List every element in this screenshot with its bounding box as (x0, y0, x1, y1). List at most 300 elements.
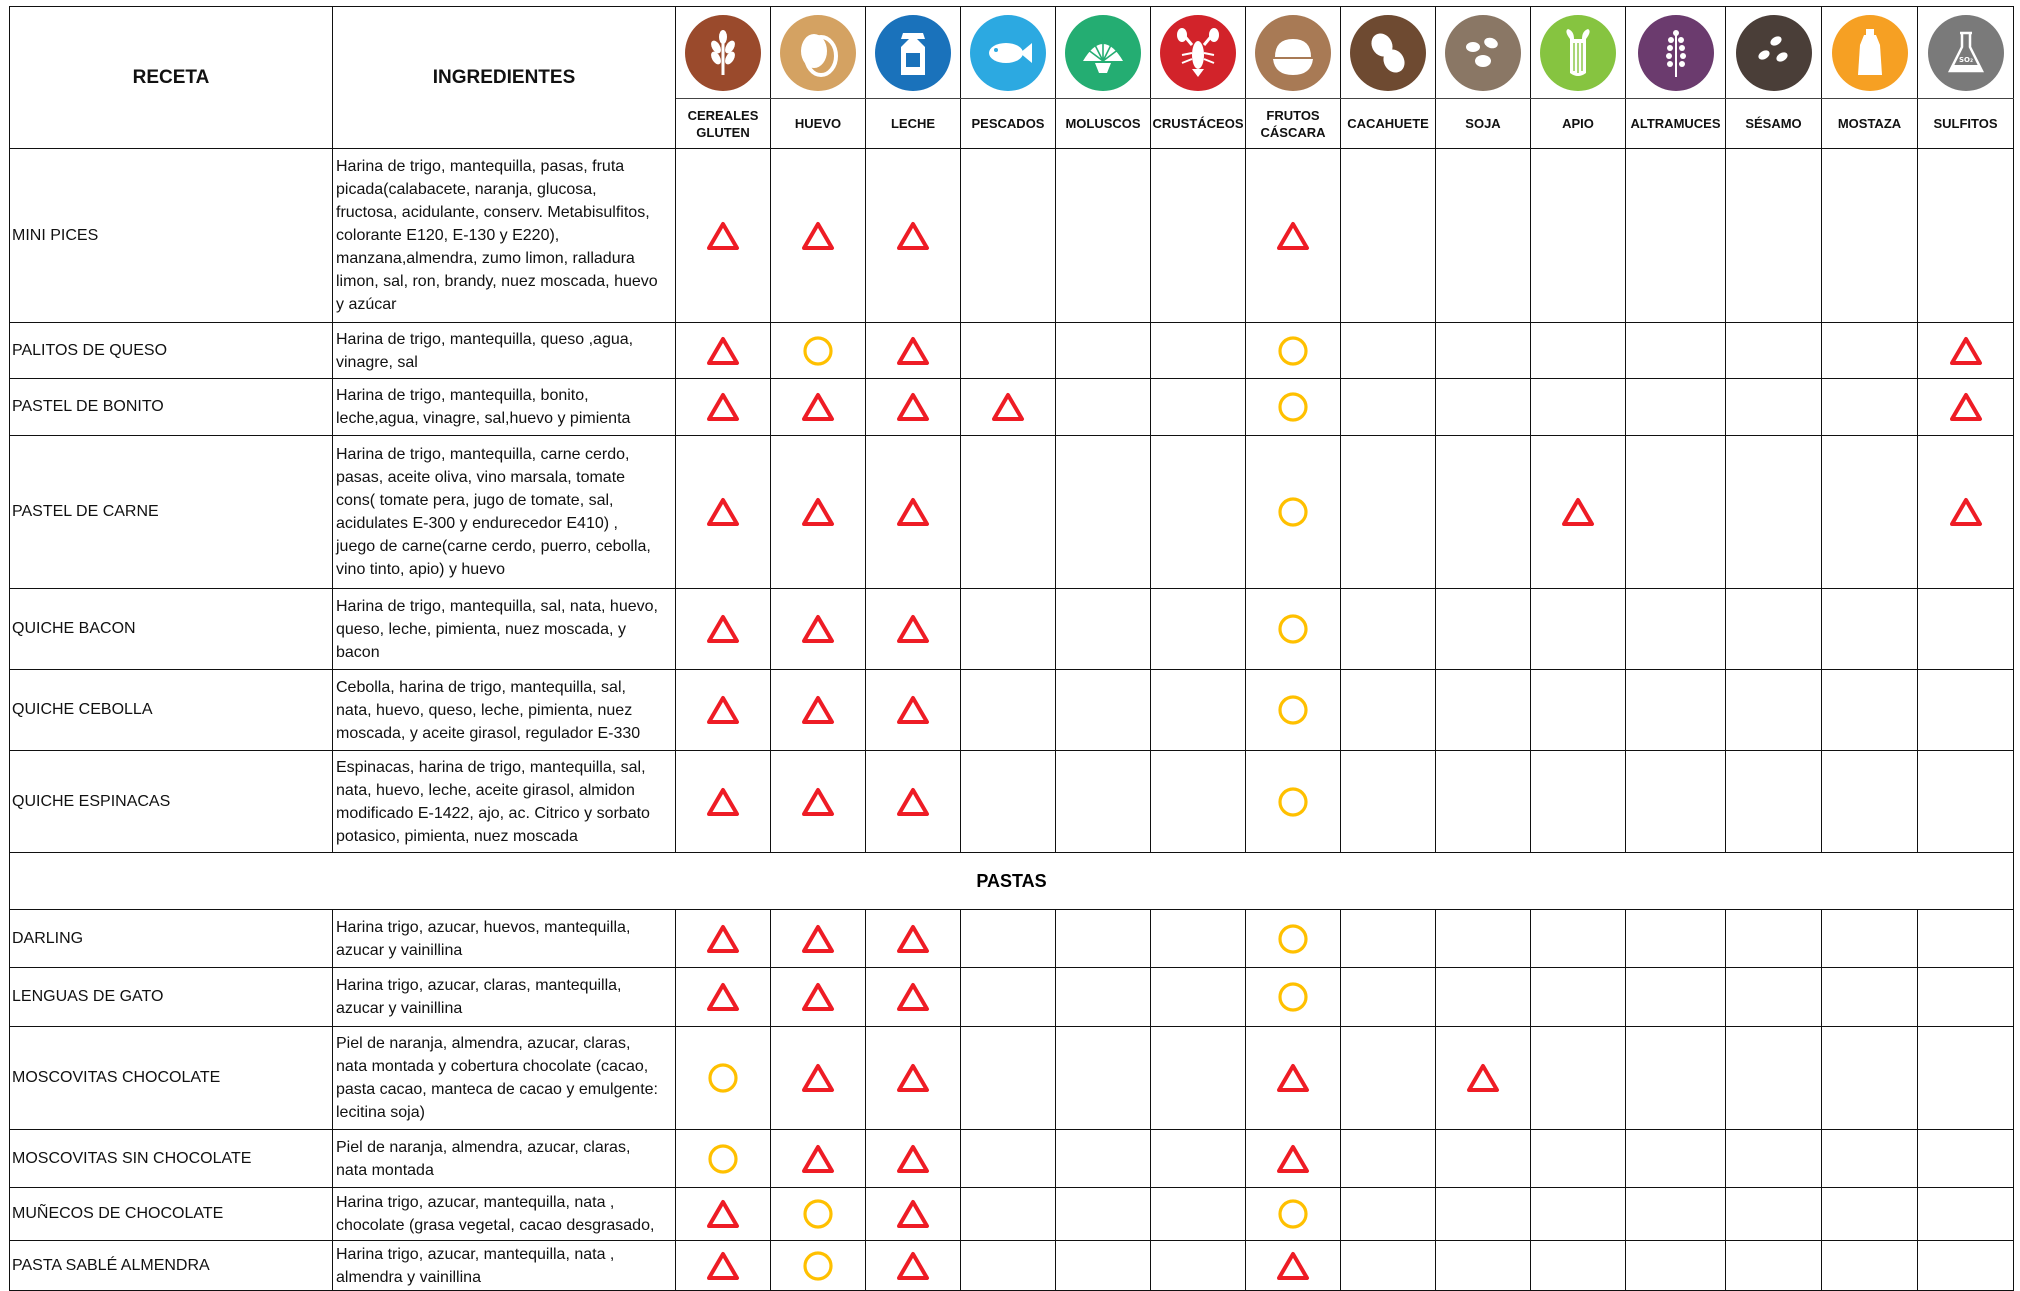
allergen-cell-crustaceos (1151, 910, 1246, 968)
allergen-cell-sulfitos (1918, 968, 2014, 1027)
allergen-cell-pescados (961, 1130, 1056, 1188)
allergen-cell-sulfitos (1918, 323, 2014, 379)
allergen-cell-huevo (771, 323, 866, 379)
contains-triangle-icon (866, 614, 960, 644)
allergen-cell-apio (1531, 149, 1626, 323)
ingredients-line: bacon (336, 643, 380, 661)
svg-text:SO₂: SO₂ (1958, 55, 1973, 64)
mustard-icon (1832, 15, 1908, 91)
allergen-cell-frutos (1246, 436, 1341, 589)
allergen-cell-crustaceos (1151, 379, 1246, 436)
allergen-cell-soja (1436, 1027, 1531, 1130)
recipe-name: PASTEL DE BONITO (10, 379, 333, 436)
ingredients-line: Harina de trigo, mantequilla, carne cerdo, (336, 446, 630, 463)
allergen-cell-cereales (676, 751, 771, 853)
allergen-cell-cacahuete (1341, 670, 1436, 751)
allergen-cell-frutos (1246, 1027, 1341, 1130)
contains-triangle-icon (771, 695, 865, 725)
allergen-cell-leche (866, 1188, 961, 1241)
allergen-label-altramuces (1626, 99, 1726, 149)
allergen-label-sulfitos (1918, 99, 2014, 149)
allergen-cell-cereales (676, 149, 771, 323)
allergen-cell-mostaza (1822, 910, 1918, 968)
ingredients-cell (333, 436, 676, 589)
ingredients-line: moscada, y aceite girasol, regulador E-330 (336, 724, 641, 742)
allergen-icon-cell-leche (866, 7, 961, 99)
allergen-cell-apio (1531, 670, 1626, 751)
sesame-icon (1736, 15, 1812, 91)
allergen-cell-cereales (676, 1130, 771, 1188)
ingredients-cell (333, 149, 676, 323)
allergen-cell-cereales (676, 1027, 771, 1130)
ingredients-line: nata, huevo, leche, aceite girasol, almidon (336, 781, 635, 799)
table-row (10, 1188, 2014, 1241)
ingredients-cell (333, 1188, 676, 1241)
allergen-cell-moluscos (1056, 589, 1151, 670)
allergen-cell-cereales (676, 379, 771, 436)
allergen-cell-sulfitos (1918, 1027, 2014, 1130)
wheat-icon (685, 15, 761, 91)
milk-carton-icon (875, 15, 951, 91)
allergen-cell-cereales (676, 436, 771, 589)
allergen-label-cacahuete (1341, 99, 1436, 149)
allergen-icon-cell-apio (1531, 7, 1626, 99)
allergen-cell-frutos (1246, 670, 1341, 751)
allergen-cell-sesamo (1726, 379, 1822, 436)
allergen-cell-huevo (771, 1188, 866, 1241)
allergen-icon-cell-sulfitos (1918, 7, 2014, 99)
allergen-cell-cereales (676, 1188, 771, 1241)
recipe-name: MOSCOVITAS SIN CHOCOLATE (10, 1130, 333, 1188)
allergen-cell-soja (1436, 149, 1531, 323)
allergen-icon-cell-mostaza (1822, 7, 1918, 99)
contains-triangle-icon (866, 497, 960, 527)
allergen-cell-moluscos (1056, 1130, 1151, 1188)
allergen-cell-crustaceos (1151, 323, 1246, 379)
recipe-name: MUÑECOS DE CHOCOLATE (10, 1188, 333, 1241)
allergen-cell-moluscos (1056, 751, 1151, 853)
allergen-cell-frutos (1246, 379, 1341, 436)
allergen-cell-frutos (1246, 149, 1341, 323)
allergen-cell-cacahuete (1341, 436, 1436, 589)
header-recipe: RECETA (10, 7, 333, 149)
allergen-cell-pescados (961, 751, 1056, 853)
ingredients-cell (333, 1130, 676, 1188)
allergen-cell-altramuces (1626, 323, 1726, 379)
shell-icon (1065, 15, 1141, 91)
ingredients-line: cons( tomate pera, jugo de tomate, sal, (336, 492, 614, 509)
allergen-label-line: HUEVO (794, 116, 842, 131)
allergen-cell-soja (1436, 670, 1531, 751)
contains-triangle-icon (866, 221, 960, 251)
table-row (10, 1241, 2014, 1291)
allergen-cell-altramuces (1626, 149, 1726, 323)
ingredients-line: nata, huevo, queso, leche, pimienta, nuez (336, 701, 633, 719)
ingredients-cell (333, 589, 676, 670)
contains-triangle-icon (866, 392, 960, 422)
allergen-cell-mostaza (1822, 323, 1918, 379)
ingredients-line: almendra y vainillina (336, 1268, 481, 1286)
lobster-icon (1160, 15, 1236, 91)
traces-circle-icon (1246, 391, 1340, 423)
table-row (10, 1027, 2014, 1130)
allergen-cell-crustaceos (1151, 1188, 1246, 1241)
allergen-cell-pescados (961, 968, 1056, 1027)
allergen-cell-cacahuete (1341, 910, 1436, 968)
allergen-cell-moluscos (1056, 1188, 1151, 1241)
allergen-label-line: MOLUSCOS (1065, 116, 1141, 131)
ingredients-line: Cebolla, harina de trigo, mantequilla, sal, (336, 678, 626, 696)
allergen-cell-huevo (771, 1130, 866, 1188)
ingredients-line: modificado E-1422, ajo, ac. Citrico y sorbato (336, 804, 650, 822)
allergen-cell-apio (1531, 323, 1626, 379)
allergen-cell-cacahuete (1341, 1130, 1436, 1188)
allergen-cell-sulfitos (1918, 149, 2014, 323)
allergen-cell-moluscos (1056, 1241, 1151, 1291)
allergen-cell-pescados (961, 323, 1056, 379)
allergen-cell-mostaza (1822, 149, 1918, 323)
allergen-cell-pescados (961, 589, 1056, 670)
celery-icon (1540, 15, 1616, 91)
traces-circle-icon (771, 1198, 865, 1230)
allergen-cell-pescados (961, 436, 1056, 589)
allergen-cell-huevo (771, 379, 866, 436)
allergen-label-line: MOSTAZA (1837, 116, 1902, 131)
contains-triangle-icon (676, 221, 770, 251)
allergen-cell-mostaza (1822, 751, 1918, 853)
contains-triangle-icon (1246, 1251, 1340, 1281)
allergen-cell-altramuces (1626, 589, 1726, 670)
traces-circle-icon (1246, 496, 1340, 528)
ingredients-line: juego de carne(carne cerdo, puerro, cebolla, (336, 538, 651, 555)
allergen-cell-apio (1531, 379, 1626, 436)
traces-circle-icon (771, 1250, 865, 1282)
allergen-cell-pescados (961, 1241, 1056, 1291)
traces-circle-icon (1246, 613, 1340, 645)
allergen-label-line: CEREALES (687, 107, 759, 123)
allergen-label-line: GLUTEN (696, 124, 750, 140)
ingredients-line: pasas, aceite oliva, vino marsala, tomate (336, 469, 626, 486)
allergen-icon-cell-sesamo (1726, 7, 1822, 99)
ingredients-line: pasta cacao, manteca de cacao y emulgente: (336, 1081, 658, 1098)
allergen-cell-sulfitos (1918, 1130, 2014, 1188)
allergen-cell-mostaza (1822, 1027, 1918, 1130)
allergen-cell-moluscos (1056, 149, 1151, 323)
allergen-cell-frutos (1246, 1241, 1341, 1291)
ingredients-line: Harina de trigo, mantequilla, bonito, (336, 387, 589, 404)
recipe-name: PASTEL DE CARNE (10, 436, 333, 589)
table-row (10, 751, 2014, 853)
allergen-label-line: CÁSCARA (1260, 124, 1326, 140)
contains-triangle-icon (866, 1199, 960, 1229)
allergen-cell-sesamo (1726, 149, 1822, 323)
ingredients-line: fructosa, acidulante, conserv. Metabisulfitos, (336, 204, 650, 221)
allergen-cell-mostaza (1822, 436, 1918, 589)
allergen-cell-sesamo (1726, 1130, 1822, 1188)
contains-triangle-icon (676, 982, 770, 1012)
ingredients-cell (333, 323, 676, 379)
ingredients-line: Harina trigo, azucar, claras, mantequilla, (336, 977, 622, 994)
allergen-cell-cereales (676, 910, 771, 968)
contains-triangle-icon (866, 924, 960, 954)
nut-icon (1255, 15, 1331, 91)
allergen-cell-crustaceos (1151, 149, 1246, 323)
allergen-cell-mostaza (1822, 1241, 1918, 1291)
contains-triangle-icon (676, 924, 770, 954)
allergen-cell-sulfitos (1918, 1241, 2014, 1291)
contains-triangle-icon (866, 695, 960, 725)
allergen-cell-apio (1531, 1241, 1626, 1291)
allergen-cell-cacahuete (1341, 149, 1436, 323)
allergen-cell-frutos (1246, 589, 1341, 670)
allergen-icon-cell-soja (1436, 7, 1531, 99)
section-row (10, 853, 2014, 910)
allergen-cell-cacahuete (1341, 968, 1436, 1027)
allergen-cell-crustaceos (1151, 1241, 1246, 1291)
allergen-cell-leche (866, 149, 961, 323)
contains-triangle-icon (771, 614, 865, 644)
allergen-cell-altramuces (1626, 670, 1726, 751)
allergen-cell-cereales (676, 589, 771, 670)
ingredients-line: Piel de naranja, almendra, azucar, claras, (336, 1138, 631, 1156)
recipe-name: LENGUAS DE GATO (10, 968, 333, 1027)
ingredients-line: Piel de naranja, almendra, azucar, claras, (336, 1035, 631, 1052)
ingredients-line: picada(calabacete, naranja, glucosa, (336, 181, 597, 198)
allergen-label-line: CACAHUETE (1347, 116, 1429, 131)
contains-triangle-icon (676, 1199, 770, 1229)
allergen-cell-frutos (1246, 1130, 1341, 1188)
allergen-cell-huevo (771, 436, 866, 589)
allergen-cell-soja (1436, 910, 1531, 968)
allergen-cell-crustaceos (1151, 1130, 1246, 1188)
allergen-cell-soja (1436, 1188, 1531, 1241)
allergen-table (9, 6, 2014, 1291)
contains-triangle-icon (676, 392, 770, 422)
recipe-name: PALITOS DE QUESO (10, 323, 333, 379)
allergen-cell-cacahuete (1341, 323, 1436, 379)
ingredients-line: limon, sal, ron, brandy, nuez moscada, huevo (336, 273, 658, 290)
allergen-cell-pescados (961, 670, 1056, 751)
allergen-cell-sulfitos (1918, 670, 2014, 751)
allergen-label-line: ALTRAMUCES (1630, 116, 1721, 131)
allergen-cell-altramuces (1626, 1188, 1726, 1241)
contains-triangle-icon (1246, 221, 1340, 251)
ingredients-line: chocolate (grasa vegetal, cacao desgrasado, (336, 1217, 655, 1234)
contains-triangle-icon (961, 392, 1055, 422)
allergen-icon-cell-cereales (676, 7, 771, 99)
recipe-name: QUICHE ESPINACAS (10, 751, 333, 853)
ingredients-line: Espinacas, harina de trigo, mantequilla, sal, (336, 758, 646, 776)
allergen-cell-mostaza (1822, 1130, 1918, 1188)
allergen-cell-apio (1531, 589, 1626, 670)
traces-circle-icon (1246, 1198, 1340, 1230)
allergen-cell-pescados (961, 1188, 1056, 1241)
contains-triangle-icon (866, 982, 960, 1012)
allergen-label-apio (1531, 99, 1626, 149)
allergen-cell-frutos (1246, 968, 1341, 1027)
allergen-cell-leche (866, 670, 961, 751)
allergen-cell-crustaceos (1151, 968, 1246, 1027)
contains-triangle-icon (771, 497, 865, 527)
allergen-cell-soja (1436, 589, 1531, 670)
allergen-cell-sesamo (1726, 323, 1822, 379)
allergen-label-line: APIO (1562, 116, 1594, 131)
allergen-icon-cell-altramuces (1626, 7, 1726, 99)
allergen-cell-soja (1436, 323, 1531, 379)
allergen-cell-frutos (1246, 910, 1341, 968)
allergen-label-line: FRUTOS (1266, 107, 1320, 123)
allergen-cell-moluscos (1056, 436, 1151, 589)
allergen-cell-soja (1436, 968, 1531, 1027)
allergen-label-line: SULFITOS (1933, 116, 1998, 131)
ingredients-cell (333, 968, 676, 1027)
allergen-icon-cell-pescados (961, 7, 1056, 99)
ingredients-line: acidulates E-300 y endurecedor E410) , (336, 515, 618, 532)
allergen-cell-huevo (771, 1241, 866, 1291)
allergen-cell-altramuces (1626, 379, 1726, 436)
allergen-cell-soja (1436, 379, 1531, 436)
allergen-cell-leche (866, 1241, 961, 1291)
allergen-cell-altramuces (1626, 1241, 1726, 1291)
allergen-cell-sesamo (1726, 436, 1822, 589)
allergen-cell-sesamo (1726, 1241, 1822, 1291)
allergen-cell-soja (1436, 1241, 1531, 1291)
ingredients-cell (333, 751, 676, 853)
allergen-label-mostaza (1822, 99, 1918, 149)
allergen-cell-mostaza (1822, 379, 1918, 436)
contains-triangle-icon (1436, 1063, 1530, 1093)
traces-circle-icon (1246, 923, 1340, 955)
allergen-cell-soja (1436, 436, 1531, 589)
allergen-cell-huevo (771, 910, 866, 968)
table-row (10, 670, 2014, 751)
allergen-cell-leche (866, 968, 961, 1027)
traces-circle-icon (771, 335, 865, 367)
table-row (10, 323, 2014, 379)
soy-icon (1445, 15, 1521, 91)
allergen-cell-apio (1531, 968, 1626, 1027)
recipe-name: QUICHE BACON (10, 589, 333, 670)
table-row (10, 1130, 2014, 1188)
ingredients-line: Harina trigo, azucar, mantequilla, nata , (336, 1194, 615, 1211)
allergen-cell-cacahuete (1341, 379, 1436, 436)
table-row (10, 436, 2014, 589)
ingredients-line: azucar y vainillina (336, 1000, 463, 1017)
ingredients-line: vino tinto, apio) y huevo (336, 561, 505, 578)
contains-triangle-icon (676, 336, 770, 366)
ingredients-cell (333, 1241, 676, 1291)
allergen-cell-sesamo (1726, 910, 1822, 968)
ingredients-line: vinagre, sal (336, 353, 418, 371)
allergen-cell-huevo (771, 149, 866, 323)
allergen-cell-apio (1531, 1027, 1626, 1130)
ingredients-line: Harina de trigo, mantequilla, queso ,agua, (336, 330, 634, 348)
allergen-cell-leche (866, 589, 961, 670)
contains-triangle-icon (771, 221, 865, 251)
fish-icon (970, 15, 1046, 91)
ingredients-line: lecitina soja) (336, 1104, 425, 1121)
allergen-label-line: SOJA (1465, 116, 1501, 131)
sulphite-flask-icon (1928, 15, 2004, 91)
allergen-cell-leche (866, 751, 961, 853)
allergen-cell-sesamo (1726, 670, 1822, 751)
allergen-cell-sulfitos (1918, 910, 2014, 968)
contains-triangle-icon (1246, 1063, 1340, 1093)
allergen-cell-frutos (1246, 1188, 1341, 1241)
ingredients-line: leche,agua, vinagre, sal,huevo y pimienta (336, 410, 631, 427)
allergen-label-leche (866, 99, 961, 149)
traces-circle-icon (1246, 786, 1340, 818)
allergen-cell-crustaceos (1151, 1027, 1246, 1130)
allergen-cell-apio (1531, 751, 1626, 853)
allergen-label-line: PESCADOS (971, 116, 1045, 131)
allergen-cell-mostaza (1822, 968, 1918, 1027)
allergen-cell-huevo (771, 589, 866, 670)
contains-triangle-icon (866, 1144, 960, 1174)
allergen-cell-apio (1531, 436, 1626, 589)
allergen-cell-altramuces (1626, 436, 1726, 589)
traces-circle-icon (1246, 981, 1340, 1013)
allergen-icon-cell-cacahuete (1341, 7, 1436, 99)
allergen-cell-cereales (676, 670, 771, 751)
contains-triangle-icon (771, 1063, 865, 1093)
allergen-cell-moluscos (1056, 968, 1151, 1027)
table-row (10, 379, 2014, 436)
allergen-cell-soja (1436, 1130, 1531, 1188)
traces-circle-icon (1246, 694, 1340, 726)
allergen-label-huevo (771, 99, 866, 149)
contains-triangle-icon (866, 787, 960, 817)
allergen-cell-frutos (1246, 323, 1341, 379)
allergen-cell-sulfitos (1918, 379, 2014, 436)
allergen-icon-cell-huevo (771, 7, 866, 99)
allergen-cell-huevo (771, 751, 866, 853)
contains-triangle-icon (1246, 1144, 1340, 1174)
recipe-name: DARLING (10, 910, 333, 968)
allergen-cell-sesamo (1726, 1027, 1822, 1130)
allergen-cell-mostaza (1822, 1188, 1918, 1241)
allergen-cell-crustaceos (1151, 589, 1246, 670)
contains-triangle-icon (771, 1144, 865, 1174)
allergen-cell-pescados (961, 1027, 1056, 1130)
ingredients-line: azucar y vainillina (336, 941, 463, 959)
contains-triangle-icon (771, 392, 865, 422)
allergen-label-line: CRUSTÁCEOS (1152, 116, 1244, 131)
recipe-name: MINI PICES (10, 149, 333, 323)
allergen-cell-altramuces (1626, 751, 1726, 853)
allergen-cell-moluscos (1056, 323, 1151, 379)
ingredients-cell (333, 910, 676, 968)
contains-triangle-icon (866, 1063, 960, 1093)
allergen-cell-cacahuete (1341, 1027, 1436, 1130)
allergen-cell-cacahuete (1341, 589, 1436, 670)
contains-triangle-icon (771, 924, 865, 954)
traces-circle-icon (1246, 335, 1340, 367)
contains-triangle-icon (676, 695, 770, 725)
allergen-cell-pescados (961, 910, 1056, 968)
ingredients-line: y azúcar (336, 296, 397, 313)
allergen-cell-soja (1436, 751, 1531, 853)
allergen-cell-crustaceos (1151, 751, 1246, 853)
lupin-icon (1638, 15, 1714, 91)
allergen-cell-mostaza (1822, 670, 1918, 751)
contains-triangle-icon (1918, 336, 2013, 366)
allergen-cell-sulfitos (1918, 1188, 2014, 1241)
allergen-cell-leche (866, 436, 961, 589)
contains-triangle-icon (676, 1251, 770, 1281)
recipe-name: MOSCOVITAS CHOCOLATE (10, 1027, 333, 1130)
allergen-cell-apio (1531, 1130, 1626, 1188)
